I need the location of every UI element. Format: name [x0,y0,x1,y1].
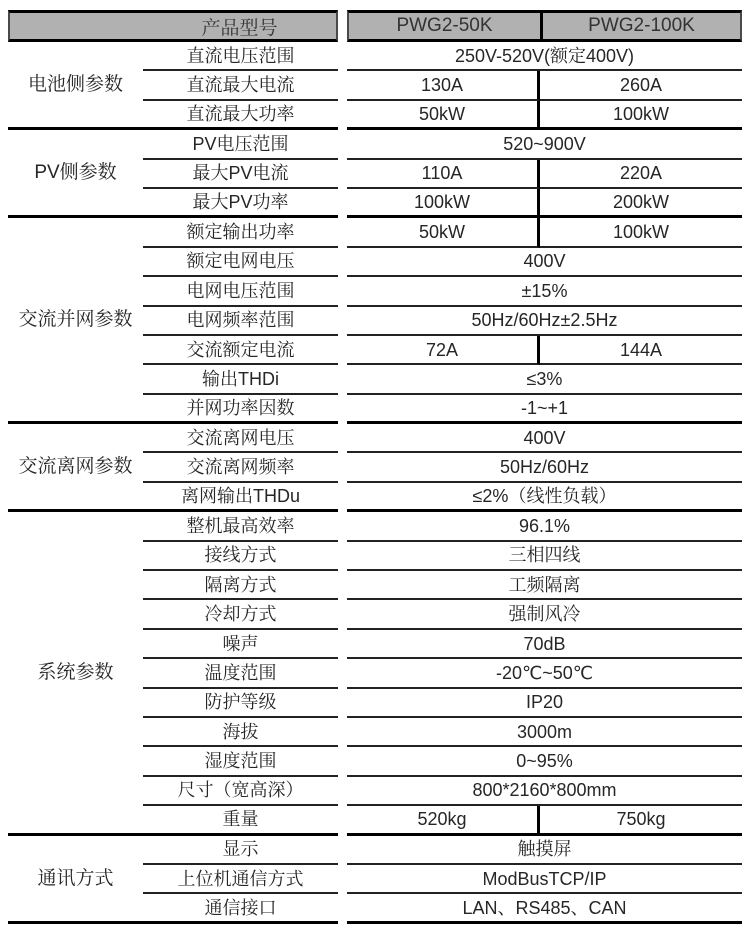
value-both-models: ModBusTCP/IP [347,865,742,894]
value-model-100k: 144A [540,336,742,365]
value-model-100k: 100kW [540,218,742,247]
spec-section [8,130,742,218]
value-both-models: IP20 [347,689,742,718]
section-group-label: PV侧参数 [8,130,143,218]
table-header-row [8,10,742,42]
value-both-models: 250V-520V(额定400V) [347,42,742,71]
section-group-label: 交流离网参数 [8,424,143,512]
param-label: 额定输出功率 [143,218,338,247]
spec-section [8,512,742,835]
value-both-models: 800*2160*800mm [347,777,742,806]
param-label: 交流额定电流 [143,336,338,365]
value-model-100k: 260A [540,71,742,100]
param-label: 电网频率范围 [143,307,338,336]
param-label: 重量 [143,806,338,835]
param-label: 最大PV电流 [143,160,338,189]
param-label: 冷却方式 [143,600,338,629]
header-product-model-label: 产品型号 [201,17,278,39]
param-label: 电网电压范围 [143,277,338,306]
param-label: 输出THDi [143,365,338,394]
value-model-50k: 50kW [347,218,540,247]
value-model-100k: 200kW [540,189,742,218]
value-both-models: 0~95% [347,747,742,776]
value-both-models: 70dB [347,630,742,659]
value-model-100k: 220A [540,160,742,189]
value-both-models: 50Hz/60Hz±2.5Hz [347,307,742,336]
spec-section [8,424,742,512]
value-model-100k: 100kW [540,101,742,130]
param-label: PV电压范围 [143,130,338,159]
spec-section [8,42,742,130]
value-both-models: LAN、RS485、CAN [347,894,742,923]
param-label: 上位机通信方式 [143,865,338,894]
value-model-100k: 750kg [540,806,742,835]
value-both-models: 触摸屏 [347,836,742,865]
table-body [8,42,742,924]
value-both-models: 50Hz/60Hz [347,453,742,482]
param-label: 直流电压范围 [143,42,338,71]
value-both-models: 工频隔离 [347,571,742,600]
value-both-models: 3000m [347,718,742,747]
param-label: 最大PV功率 [143,189,338,218]
param-label: 通信接口 [143,894,338,923]
header-model-100k-cell: PWG2-100K [540,10,742,42]
param-label: 接线方式 [143,542,338,571]
value-both-models: 520~900V [347,130,742,159]
value-both-models: 400V [347,248,742,277]
value-model-50k: 130A [347,71,540,100]
section-group-label: 电池侧参数 [8,42,143,130]
value-model-50k: 110A [347,160,540,189]
header-product-model-cell [8,10,338,42]
param-label: 直流最大电流 [143,71,338,100]
param-label: 交流离网电压 [143,424,338,453]
param-label: 整机最高效率 [143,512,338,541]
param-label: 并网功率因数 [143,395,338,424]
param-label: 海拔 [143,718,338,747]
param-label: 尺寸（宽高深） [143,777,338,806]
value-both-models: ≤2%（线性负载） [347,483,742,512]
param-label: 交流离网频率 [143,453,338,482]
value-both-models: 三相四线 [347,542,742,571]
value-both-models: ≤3% [347,365,742,394]
param-label: 显示 [143,836,338,865]
section-group-label: 交流并网参数 [8,218,143,424]
section-group-label: 通讯方式 [8,836,143,924]
param-label: 噪声 [143,630,338,659]
param-label: 防护等级 [143,689,338,718]
value-both-models: 强制风冷 [347,600,742,629]
value-both-models: 96.1% [347,512,742,541]
value-model-50k: 50kW [347,101,540,130]
spec-section [8,836,742,924]
param-label: 直流最大功率 [143,101,338,130]
value-both-models: -20℃~50℃ [347,659,742,688]
value-both-models: 400V [347,424,742,453]
param-label: 离网输出THDu [143,483,338,512]
value-model-50k: 100kW [347,189,540,218]
section-group-label: 系统参数 [8,512,143,835]
param-label: 湿度范围 [143,747,338,776]
header-model-50k-cell: PWG2-50K [347,10,540,42]
value-both-models: ±15% [347,277,742,306]
spec-section [8,218,742,424]
value-model-50k: 72A [347,336,540,365]
param-label: 温度范围 [143,659,338,688]
value-both-models: -1~+1 [347,395,742,424]
param-label: 隔离方式 [143,571,338,600]
param-label: 额定电网电压 [143,248,338,277]
value-model-50k: 520kg [347,806,540,835]
